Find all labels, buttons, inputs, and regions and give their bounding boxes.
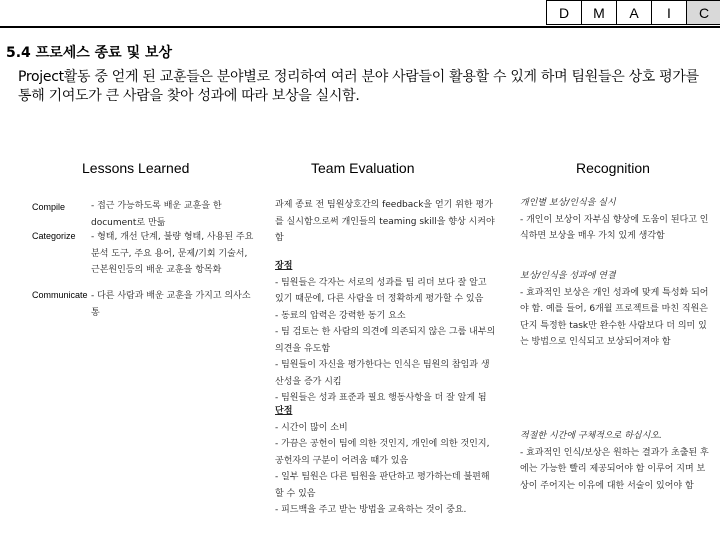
label-communicate: Communicate — [32, 290, 88, 300]
phase-i: I — [651, 0, 687, 25]
phase-m: M — [581, 0, 617, 25]
team-intro: 과제 종료 전 팀원상호간의 feedback을 얻기 위한 평가를 실시함으로써 개인들의 teaming skill을 향상 시켜야 함 — [275, 200, 495, 243]
lessons-learned-heading: Lessons Learned — [82, 160, 190, 176]
recognition-body-2: - 효과적인 보상은 개인 성과에 맞게 특성화 되어야 함. 예를 들어, 6개월 프로젝트를 마친 직원은 단지 특정한 task만 완수한 사람보다 더 의미 있는 방법으로 인식되고 보상되어져야 함 — [520, 287, 709, 347]
recognition-body-3: - 효과적인 인식/보상은 원하는 결과가 초출된 후에는 가능한 빨리 제공되어야 함 이루어 지며 보상이 주어지는 이유에 대한 서술이 있어야 함 — [520, 447, 709, 491]
pros-item: - 팀원들이 자신을 평가한다는 인식은 팀원의 참임과 생산성을 증가 시킴 — [275, 360, 490, 387]
pros-item: - 동료의 압력은 강력한 동기 요소 — [275, 310, 406, 321]
recognition-head-1: 개인별 보상/인식을 실시 — [520, 198, 616, 208]
team-evaluation-heading: Team Evaluation — [311, 160, 415, 176]
pros-item: - 팀원들은 성과 표준과 필요 행동사항을 더 잘 알게 됨 — [275, 393, 487, 403]
cons-item: - 일부 팀원은 다른 팀원을 판단하고 평가하는데 불편해 할 수 있음 — [275, 472, 490, 499]
dmaic-phase-indicator — [547, 0, 720, 24]
recognition-block-1 — [520, 195, 710, 245]
lessons-compile-text: - 접근 가능하도록 배운 교훈을 한 document로 만듦 — [91, 201, 222, 228]
pros-item: - 팀원들은 각자는 서로의 성과를 팀 리더 보다 잘 알고 있기 때문에, 다른 사람을 더 정확하게 평가할 수 있음 — [275, 277, 487, 304]
phase-c-active: C — [686, 0, 720, 25]
phase-d: D — [546, 0, 582, 25]
pros-item: - 팀 검토는 한 사람의 의견에 의존되지 않은 그룹 내부의 의견을 유도함 — [275, 327, 496, 354]
lessons-categorize-text: - 형태, 개선 단계, 불량 형태, 사용된 주요 분석 도구, 주요 용어, 문제/기회 기술서, 근본원인등의 배운 교훈을 항목화 — [91, 232, 254, 275]
phase-a: A — [616, 0, 652, 25]
recognition-head-2: 보상/인식을 성과에 연결 — [520, 271, 616, 281]
team-cons-block — [275, 403, 497, 519]
lessons-communicate-text: - 다른 사람과 배운 교훈을 가지고 의사소통 — [91, 291, 251, 318]
intro-paragraph: Project활동 중 얻게 된 교훈들은 분야별로 정리하여 여러 분야 사람들이 활용할 수 있게 하며 팀원들은 상호 평가를 통해 기여도가 큰 사람을 찾아 성과에 따라 보상을 실시함. — [18, 69, 699, 104]
team-pros-block — [275, 258, 497, 407]
recognition-block-3 — [520, 428, 710, 494]
recognition-body-1: - 개인이 보상이 자부심 향상에 도움이 된다고 인식하면 보상을 매우 가치 있게 생각함 — [520, 214, 709, 241]
cons-item: - 시간이 많이 소비 — [275, 422, 348, 433]
recognition-head-3: 적절한 시간에 구체적으로 하십시오. — [520, 431, 662, 441]
label-categorize: Categorize — [32, 231, 76, 241]
recognition-heading: Recognition — [576, 160, 650, 176]
cons-tag: 단점 — [275, 406, 293, 416]
page-title: 5.4 프로세스 종료 및 보상 — [6, 45, 173, 61]
label-compile: Compile — [32, 202, 66, 212]
header-rule — [0, 26, 720, 28]
cons-item: - 피드백을 주고 받는 방법을 교육하는 것이 중요. — [275, 505, 467, 515]
cons-item: - 가끔은 공헌이 팀에 의한 것인지, 개인에 의한 것인지, 공헌자의 구분이 어려움 때가 있음 — [275, 439, 490, 466]
pros-tag: 장점 — [275, 261, 293, 271]
recognition-block-2 — [520, 268, 710, 351]
